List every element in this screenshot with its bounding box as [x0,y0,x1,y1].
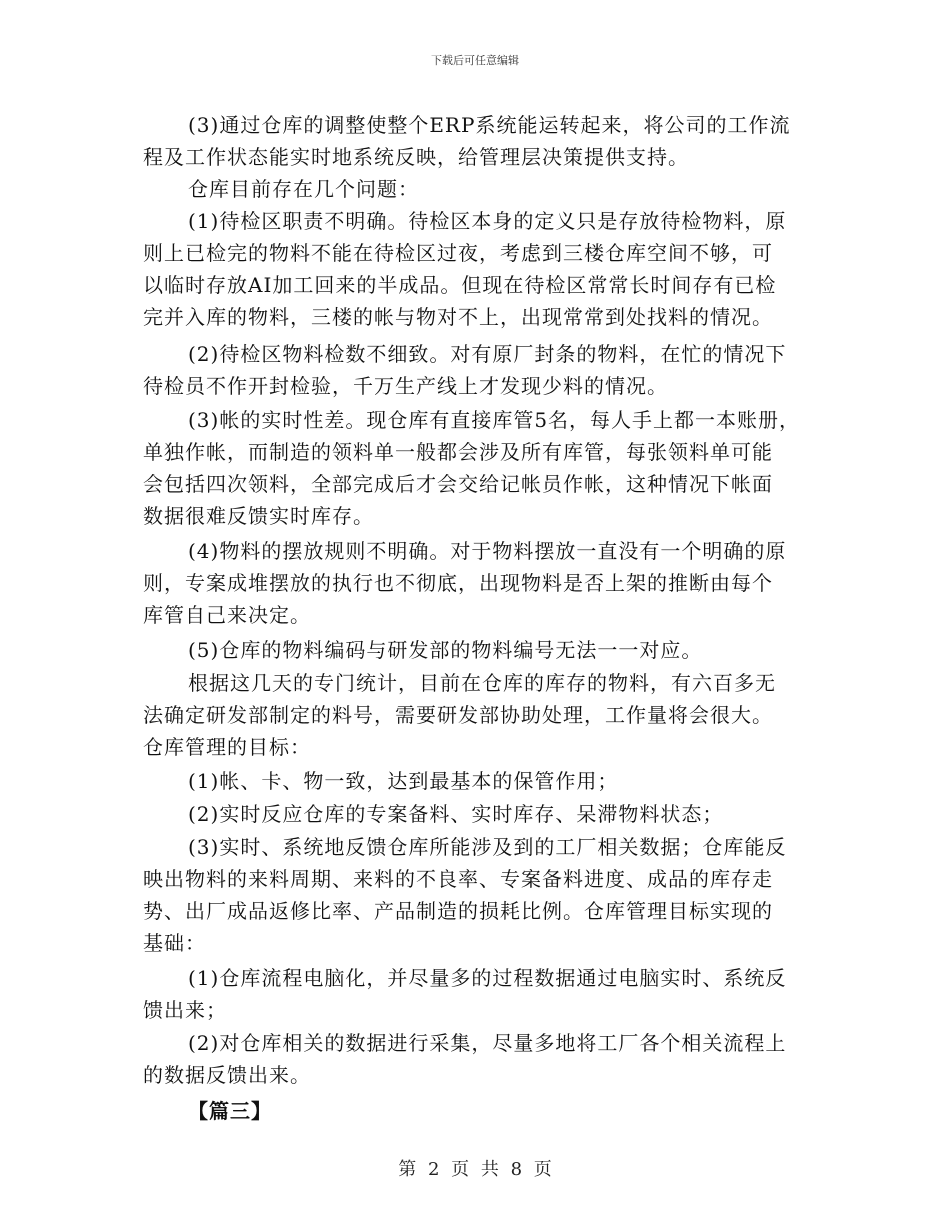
paragraph-line: 待检员不作开封检验，千万生产线上才发现少料的情况。 [143,374,668,398]
paragraph-line: 单独作帐，而制造的领料单一般都会涉及所有库管，每张领料单可能 [143,440,773,464]
paragraph-line: 完并入库的物料，三楼的帐与物对不上，出现常常到处找料的情况。 [143,305,773,329]
paragraph-line: 数据很难反馈实时库存。 [143,504,374,528]
paragraph-line: 则上已检完的物料不能在待检区过夜，考虑到三楼仓库空间不够，可 [143,241,773,265]
paragraph-line: (2)对仓库相关的数据进行采集，尽量多地将工厂各个相关流程上 [188,1031,787,1055]
section-heading: 【篇三】 [188,1099,272,1123]
paragraph-line: 则，专案成堆摆放的执行也不彻底，出现物料是否上架的推断由每个 [143,571,773,595]
paragraph-line: 根据这几天的专门统计，目前在仓库的库存的物料，有六百多无 [188,671,776,695]
paragraph-line: 仓库目前存在几个问题： [188,177,419,201]
paragraph-line: 以临时存放AI加工回来的半成品。但现在待检区常常长时间存有已检 [143,273,777,297]
paragraph-line: (1)仓库流程电脑化，并尽量多的过程数据通过电脑实时、系统反 [188,966,787,990]
paragraph-line: 会包括四次领料，全部完成后才会交给记帐员作帐，这种情况下帐面 [143,472,773,496]
paragraph-line: 基础： [143,931,206,955]
paragraph-line: (3)帐的实时性差。现仓库有直接库管5名，每人手上都一本账册， [188,408,801,432]
paragraph-line: (1)待检区职责不明确。待检区本身的定义只是存放待检物料，原 [188,209,787,233]
paragraph-line: 库管自己来决定。 [143,603,311,627]
paragraph-line: 馈出来； [143,998,227,1022]
paragraph-line: (3)实时、系统地反馈仓库所能涉及到的工厂相关数据；仓库能反 [188,835,787,859]
paragraph-line: (4)物料的摆放规则不明确。对于物料摆放一直没有一个明确的原 [188,539,787,563]
paragraph-line: 势、出厂成品返修比率、产品制造的损耗比例。仓库管理目标实现的 [143,899,773,923]
page-footer: 第 2 页 共 8 页 [398,1159,552,1180]
paragraph-line: (2)实时反应仓库的专案备料、实时库存、呆滞物料状态； [188,802,724,826]
paragraph-line: (5)仓库的物料编码与研发部的物料编号无法一一对应。 [188,638,703,662]
paragraph-line: (2)待检区物料检数不细致。对有原厂封条的物料，在忙的情况下 [188,342,787,366]
paragraph-line: 法确定研发部制定的料号，需要研发部协助处理，工作量将会很大。 [143,703,773,727]
paragraph-line: 的数据反馈出来。 [143,1063,311,1087]
paragraph-line: 仓库管理的目标： [143,735,311,759]
paragraph-line: 映出物料的来料周期、来料的不良率、专案备料进度、成品的库存走 [143,867,773,891]
paragraph-line: (3)通过仓库的调整使整个ERP系统能运转起来，将公司的工作流 [188,113,791,137]
paragraph-line: 程及工作状态能实时地系统反映，给管理层决策提供支持。 [143,145,689,169]
paragraph-line: (1)帐、卡、物一致，达到最基本的保管作用； [188,769,619,793]
page-header: 下载后可任意编辑 [431,54,519,67]
